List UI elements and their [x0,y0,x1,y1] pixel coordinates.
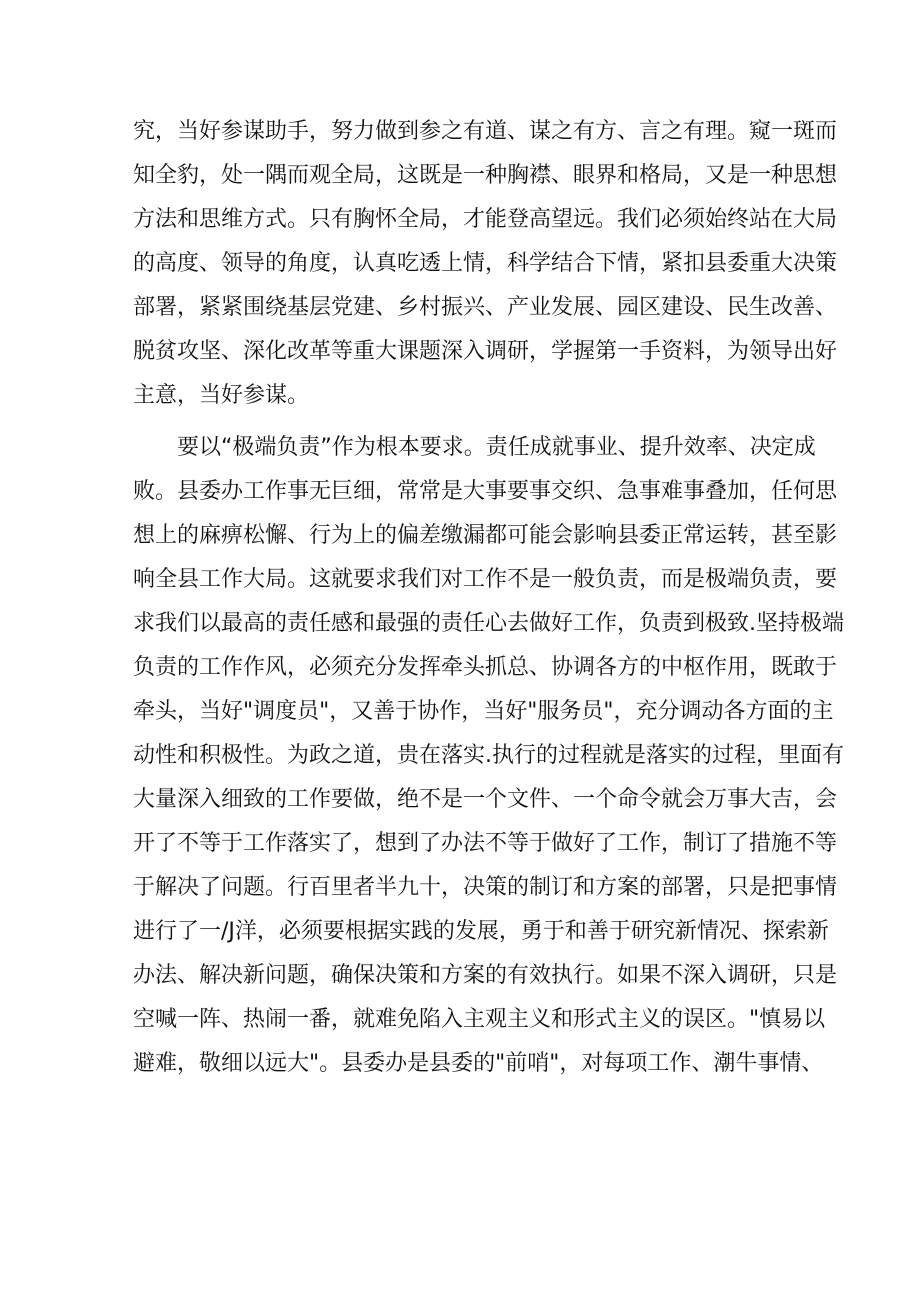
paragraph-2-line-14: 空喊一阵、热闹一番，就难免陷入主观主义和形式主义的误区。"慎易以 [133,1007,826,1032]
paragraph-2-line-11: 于解决了问题。行百里者半九十，决策的制订和方案的部署，只是把事情 [133,875,838,900]
paragraph-2-line-10: 开了不等于工作落实了，想到了办法不等于做好了工作，制订了措施不等 [133,831,838,856]
paragraph-2-line-3: 想上的麻痹松懈、行为上的偏差缴漏都可能会影响县委正常运转，甚至影 [133,523,838,548]
paragraph-2-line-8: 动性和积极性。为政之道，贵在落实.执行的过程就是落实的过程，里面有 [133,743,844,768]
paragraph-1-line-4: 的高度、领导的角度，认真吃透上情，科学结合下情，紧扣县委重大决策 [133,251,838,276]
paragraph-2-line-2: 败。县委办工作事无巨细，常常是大事要事交织、急事难事叠加，任何思 [133,479,838,504]
paragraph-2-line-6: 负责的工作作风，必须充分发挥牵头抓总、协调各方的中枢作用，既敢于 [133,655,838,680]
paragraph-1-line-7: 主意，当好参谋。 [133,383,310,408]
paragraph-2-line-12: 进行了一/J洋，必须要根据实践的发展，勇于和善于研究新情况、探索新 [133,919,829,944]
paragraph-1-line-3: 方法和思维方式。只有胸怀全局，才能登高望远。我们必须始终站在大局 [133,207,838,232]
paragraph-1-line-5: 部署，紧紧围绕基层党建、乡村振兴、产业发展、园区建设、民生改善、 [133,295,838,320]
paragraph-2-line-13: 办法、解决新问题，确保决策和方案的有效执行。如果不深入调研，只是 [133,963,838,988]
paragraph-2-line-5: 求我们以最高的责任感和最强的责任心去做好工作，负责到极致.坚持极端 [133,611,844,636]
paragraph-2-line-9: 大量深入细致的工作要做，绝不是一个文件、一个命令就会万事大吉，会 [133,787,838,812]
paragraph-2-line-1: 要以“极端负责”作为根本要求。责任成就事业、提升效率、决定成 [177,435,816,460]
paragraph-1-line-2: 知全豹，处一隅而观全局，这既是一种胸襟、眼界和格局，又是一种思想 [133,163,838,188]
paragraph-2-line-7: 牵头，当好"调度员"，又善于协作，当好"服务员"，充分调动各方面的主 [133,699,834,724]
paragraph-2-line-4: 响全县工作大局。这就要求我们对工作不是一般负责，而是极端负责，要 [133,567,838,592]
paragraph-1-line-1: 究，当好参谋助手，努力做到参之有道、谋之有方、言之有理。窥一斑而 [133,119,838,144]
paragraph-2-line-15: 避难，敬细以远大"。县委办是县委的"前哨"，对每项工作、潮牛事情、 [133,1051,824,1076]
paragraph-1-line-6: 脱贫攻坚、深化改革等重大课题深入调研，学握第一手资料，为领导出好 [133,339,838,364]
